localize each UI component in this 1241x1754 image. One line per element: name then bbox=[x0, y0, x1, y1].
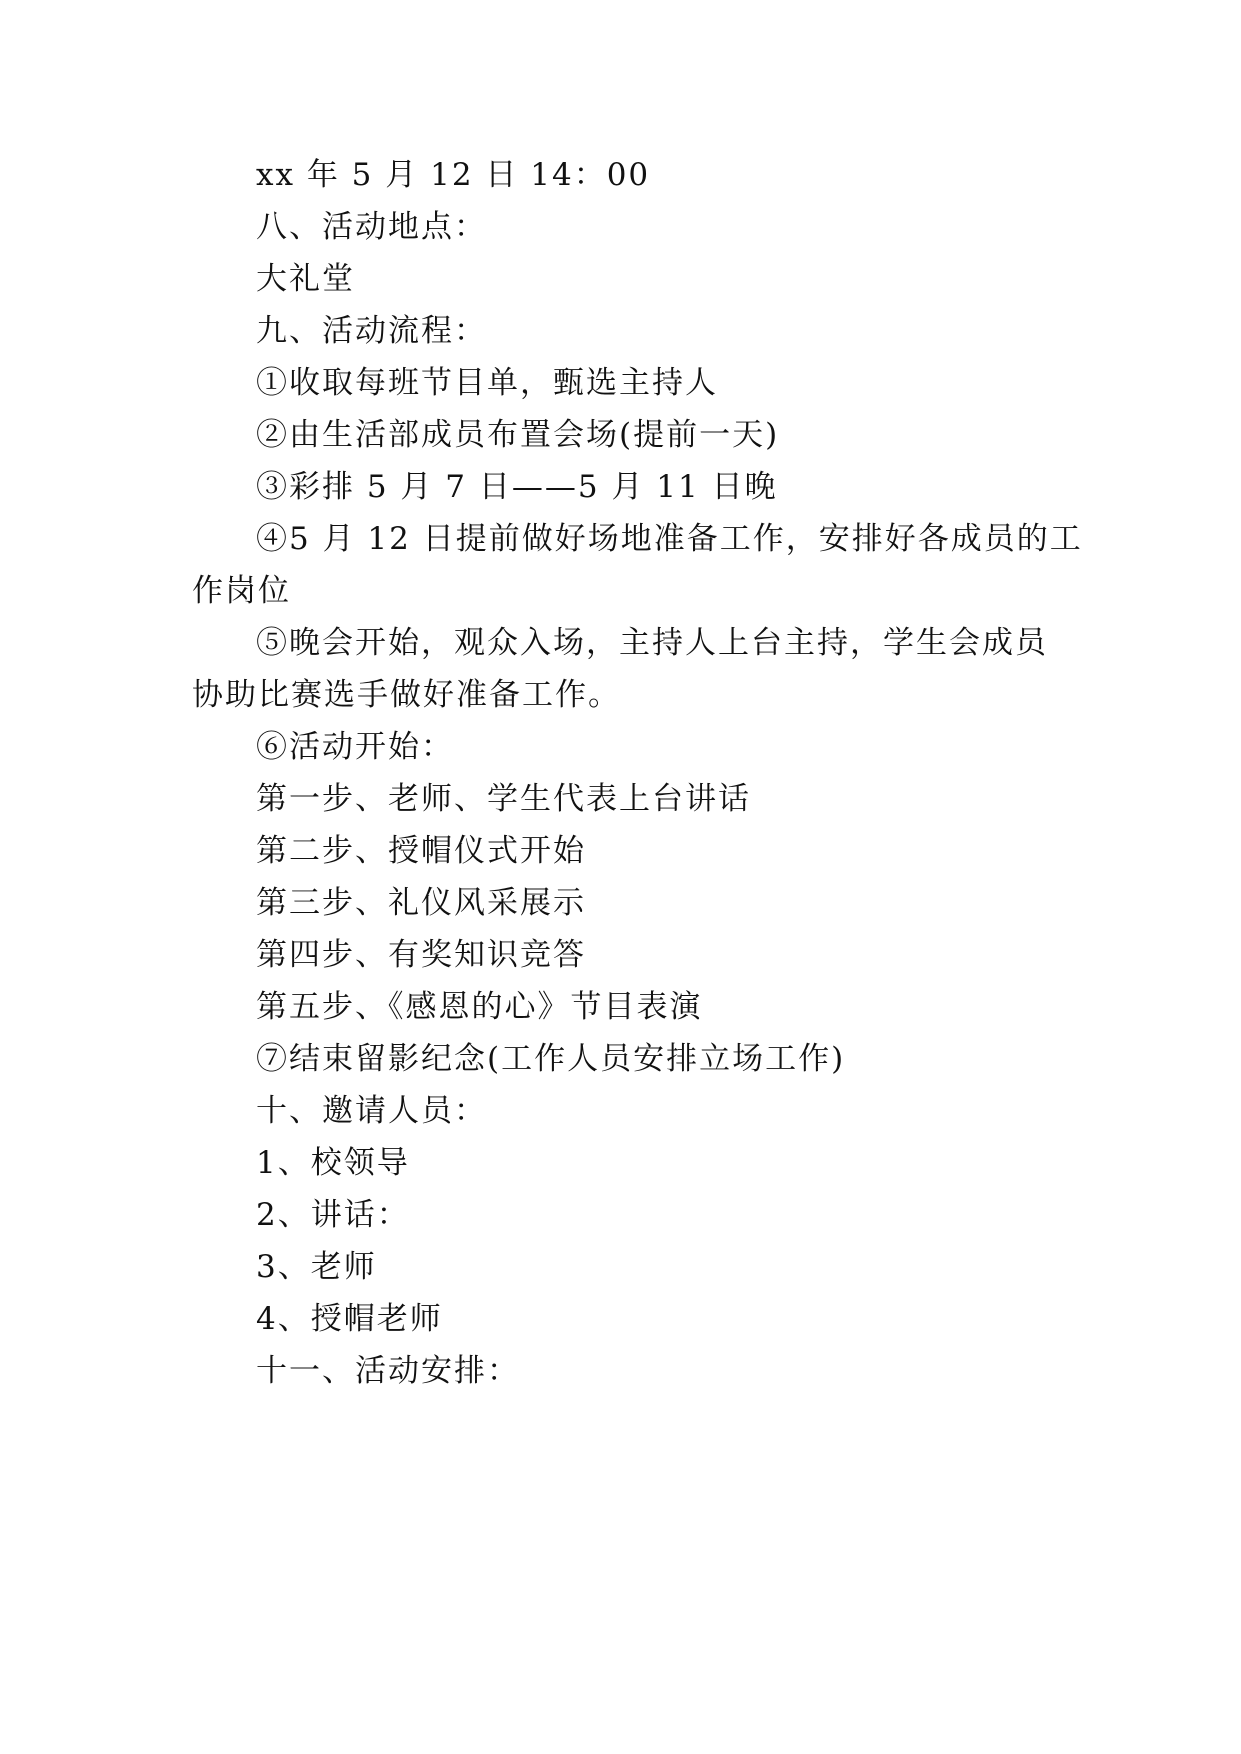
section-heading-invitees: 十、邀请人员： bbox=[256, 1093, 487, 1129]
activity-step-4: 第四步、有奖知识竞答 bbox=[256, 937, 586, 973]
process-step-4: ④5 月 12 日提前做好场地准备工作，安排好各成员的工 bbox=[256, 521, 1083, 557]
process-step-2: ②由生活部成员布置会场(提前一天) bbox=[256, 417, 780, 453]
invitee-item-1: 1、校领导 bbox=[256, 1145, 410, 1181]
activity-step-2: 第二步、授帽仪式开始 bbox=[256, 833, 586, 869]
activity-step-5: 第五步、《感恩的心》节目表演 bbox=[256, 989, 703, 1025]
process-step-5-continued: 协助比赛选手做好准备工作。 bbox=[192, 677, 621, 713]
process-step-3: ③彩排 5 月 7 日——5 月 11 日晚 bbox=[256, 469, 778, 505]
process-step-6: ⑥活动开始： bbox=[256, 729, 454, 765]
process-step-4-continued: 作岗位 bbox=[192, 573, 291, 609]
text-line-venue: 大礼堂 bbox=[256, 261, 355, 297]
process-step-7: ⑦结束留影纪念(工作人员安排立场工作) bbox=[256, 1041, 846, 1077]
activity-step-1: 第一步、老师、学生代表上台讲话 bbox=[256, 781, 751, 817]
invitee-item-4: 4、授帽老师 bbox=[256, 1301, 443, 1337]
text-line-date: xx 年 5 月 12 日 14：00 bbox=[256, 157, 651, 193]
section-heading-process: 九、活动流程： bbox=[256, 313, 487, 349]
process-step-5: ⑤晚会开始，观众入场，主持人上台主持，学生会成员 bbox=[256, 625, 1048, 661]
invitee-item-2: 2、讲话： bbox=[256, 1197, 410, 1233]
section-heading-location: 八、活动地点： bbox=[256, 209, 487, 245]
invitee-item-3: 3、老师 bbox=[256, 1249, 377, 1285]
process-step-1: ①收取每班节目单，甄选主持人 bbox=[256, 365, 718, 401]
activity-step-3: 第三步、礼仪风采展示 bbox=[256, 885, 586, 921]
section-heading-arrangement: 十一、活动安排： bbox=[256, 1353, 520, 1389]
